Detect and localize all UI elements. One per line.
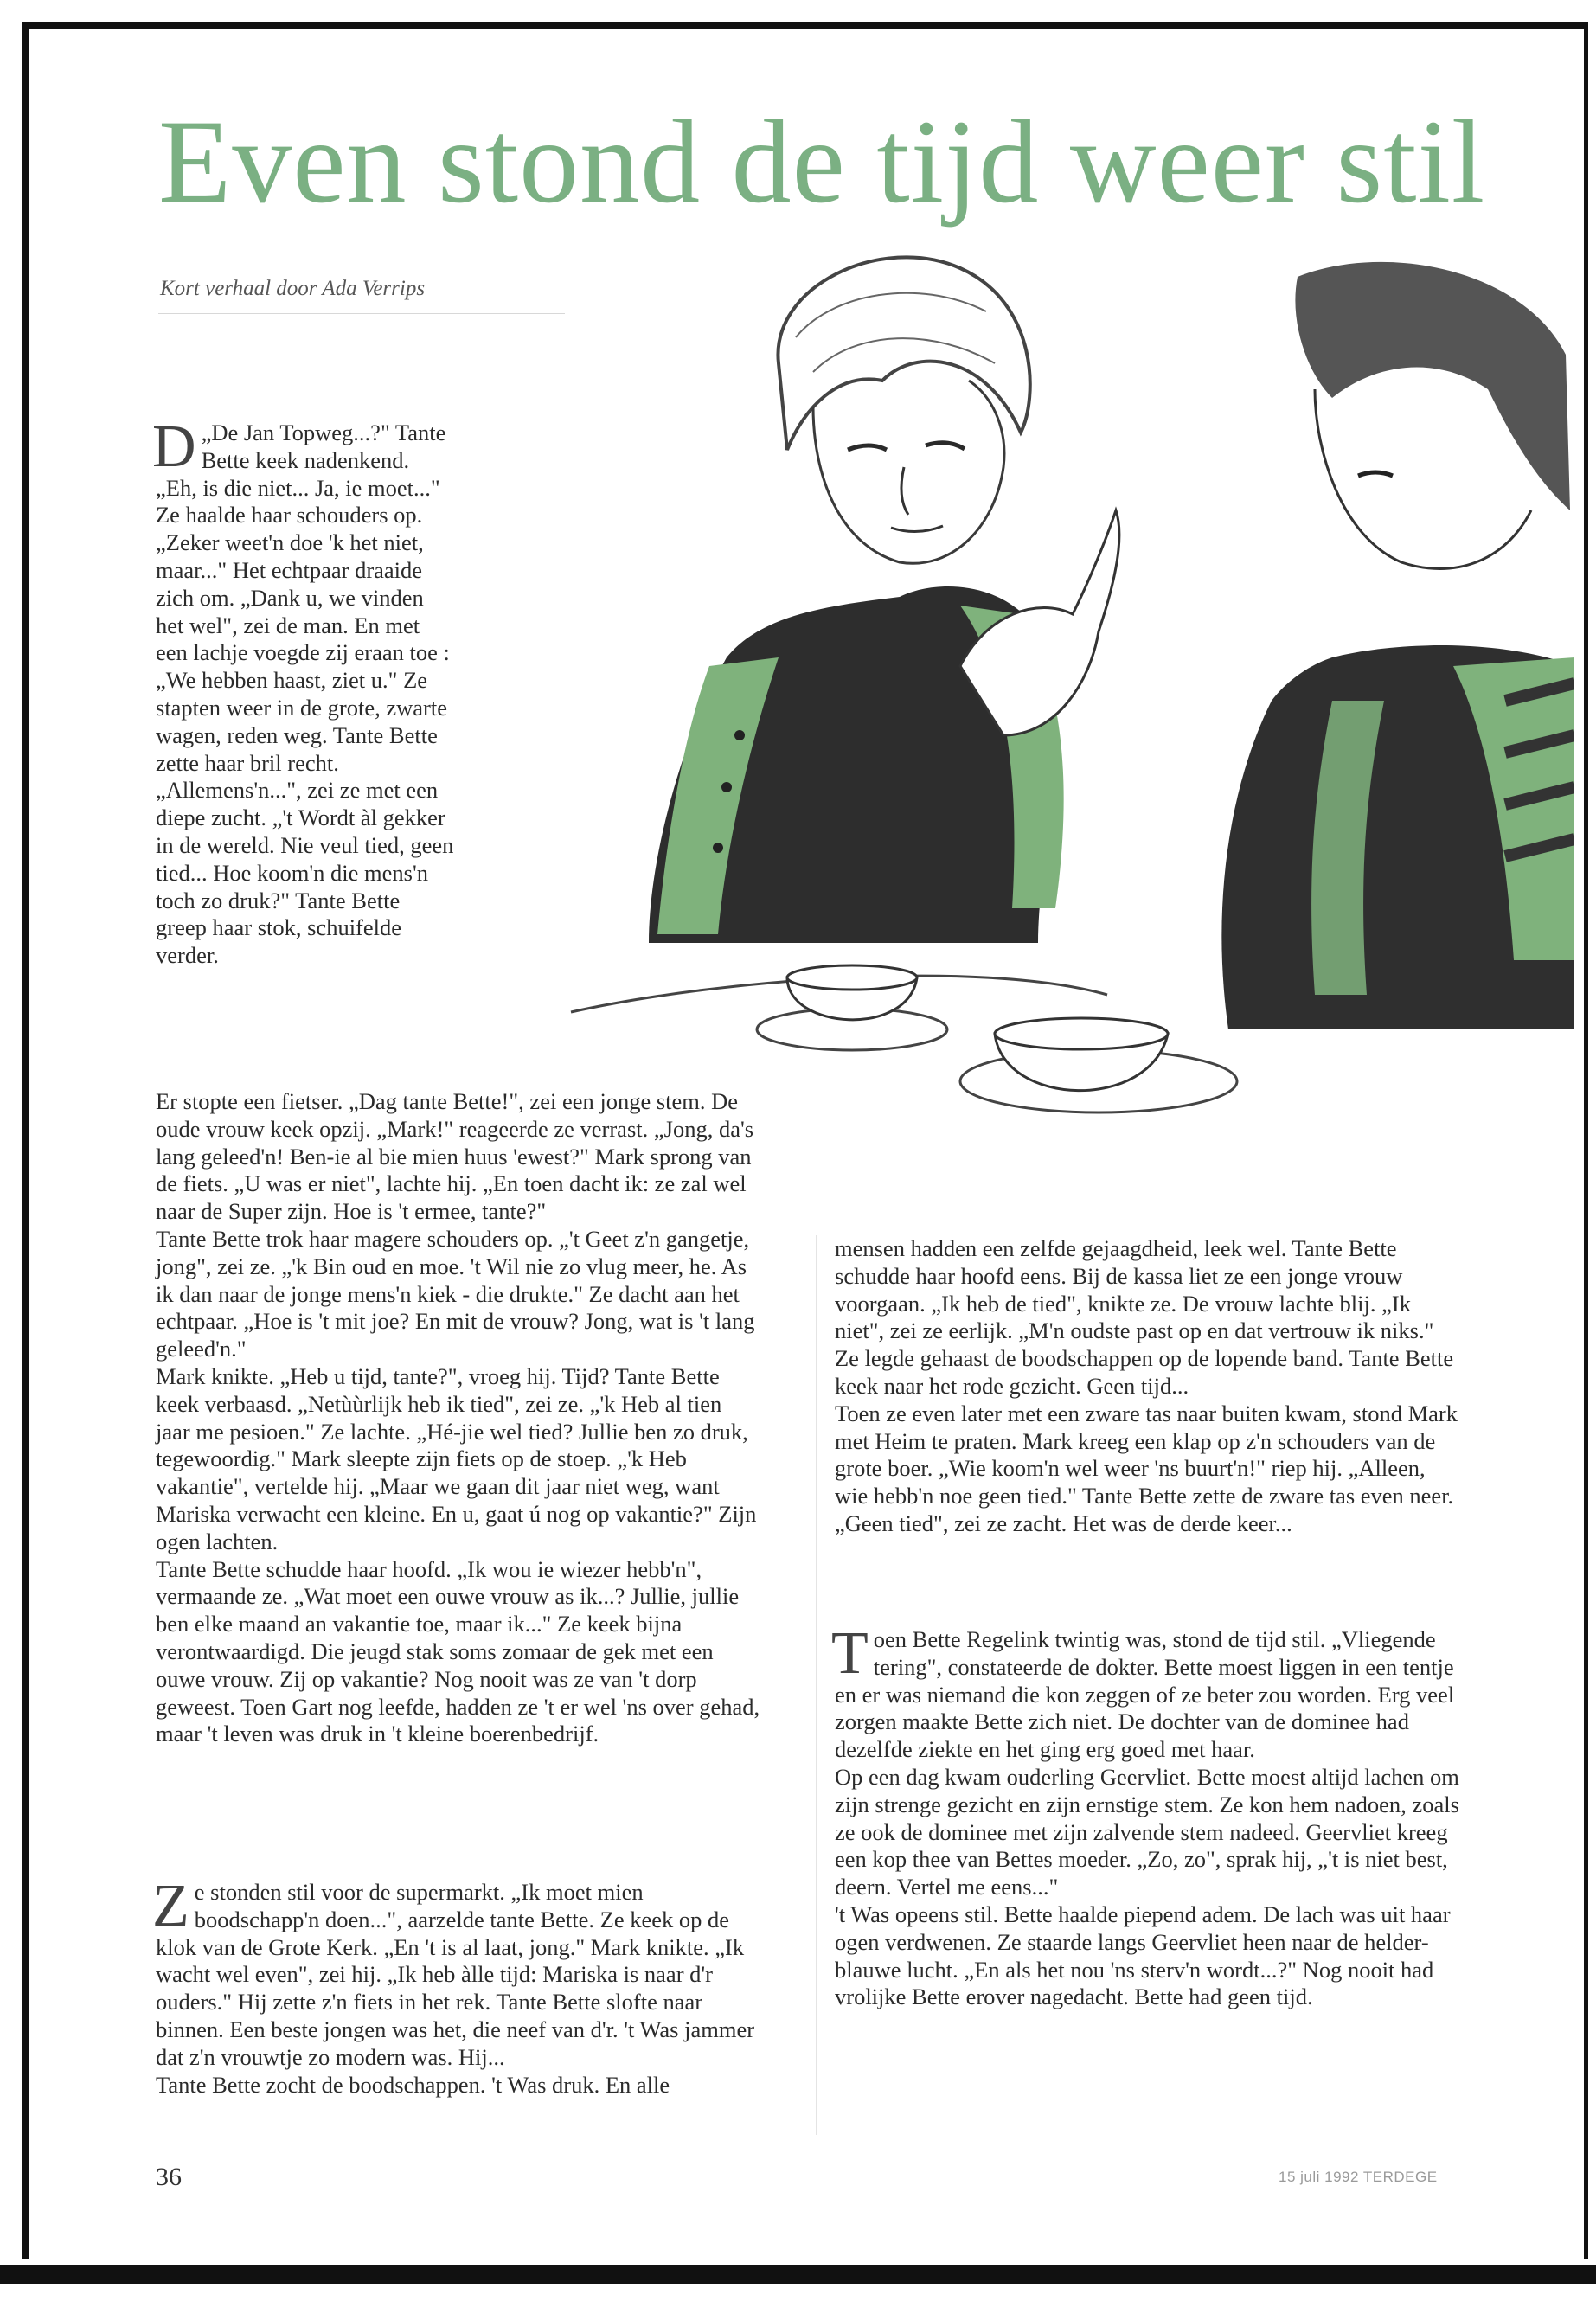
- section-1-paragraph-3: Mark knikte. „Heb u tijd, tante?", vroeg hij. Tijd? Tante Bette keek verbaasd. „Netùùrlijk heb ik tied", zei ze. „'k Heb al tien jaar me pesioen." Ze lachte. „Hé-jie wel tied? Jullie ben zo druk, tegewoordig." Mark sleepte zijn fiets op de stoep. „'k Heb vakantie", vertelde hij. „Maar we gaan dit jaar niet weg, want Mariska verwacht een kleine. En u, gaat ú nog op vakantie?" Zijn ogen lachten.: [156, 1362, 757, 1554]
- section-1-paragraph-2: Tante Bette trok haar magere schouders op. „'t Geet z'n gangetje, jong", zei ze. „'k Bin oud en moe. 't Wil nie zo vlug meer, he. As ik dan naar de jonge mens'n kiek - die drukte." Ze dacht aan het echtpaar. „Hoe is 't mit joe? En mit de vrouw? Jong, wat is 't lang geleed'n.": [156, 1225, 755, 1362]
- article-title: Even stond de tijd weer stil: [158, 95, 1486, 228]
- column-left: [156, 1088, 761, 1748]
- section-2-text: e stonden stil voor de supermarkt. „Ik moet mien boodschapp'n doen...", aarzelde tante Bette. Ze keek op de klok van de Grote Kerk. „En 't is al laat, jong." Mark knikte. „Ik wacht wel even", zei hij. „Ik heb àlle tijd: Mariska is naar d'r ouders." Hij zette z'n fiets in het rek. Tante Bette slofte naar binnen. Een beste jongen was het, die neef van d'r. 't Was jammer dat z'n vrouwtje zo modern was. Hij...: [156, 1879, 755, 2070]
- section-3-text: oen Bette Regelink twintig was, stond de tijd stil. „Vliegende tering", constateerde de dokter. Bette moest liggen in een tentje en er was niemand die kon zeggen of ze beter zou worden. Erg veel zorgen maakte Bette zich niet. De dochter van de dominee had dezelfde ziekte en het ging erg goed met haar.: [835, 1626, 1455, 1763]
- section-2-paragraph-2: Tante Bette zocht de boodschappen. 't Was druk. En alle: [156, 2071, 670, 2098]
- column-left-section-2: [152, 1873, 761, 2099]
- section-1-opening-text: „De Jan Topweg...?" Tante Bette keek nadenkend. „Eh, is die niet... Ja, ie moet..." Ze haalde haar schouders op. „Zeker weet'n doe 'k het niet, maar..." Het echtpaar draaide zich om. „Dank u, we vinden het wel", zei de man. En met een lachje voegde zij eraan toe : „We hebben haast, ziet u." Ze stapten weer in de grote, zwarte wagen, reden weg. Tante Bette zette haar bril recht. „Allemens'n...", zei ze met een diepe zucht. „'t Wordt àl gekker in de wereld. Nie veul tied, geen tied... Hoe koom'n die mens'n toch zo druk?" Tante Bette greep haar stok, schuifelde verder.: [156, 420, 454, 969]
- dropcap-d: D: [152, 413, 196, 480]
- section-1-opening: [152, 413, 454, 970]
- section-3-paragraph-2: Op een dag kwam ouderling Geervliet. Bette moest altijd lachen om zijn strenge gezicht en zijn ernstige stem. Ze kon hem nadoen, zoals ze ook de dominee met zijn zalvende stem nadeed. Geervliet kreeg een kop thee van Bettes moeder. „Zo, zo", sprak hij, „'t is niet best, deern. Vertel me eens...": [835, 1763, 1459, 1900]
- section-3-paragraph-3: 't Was opeens stil. Bette haalde piepend adem. De lach was uit haar ogen verdwenen. Ze staarde langs Geervliet heen naar de helder-blauwe lucht. „En als het nou 'ns sterv'n wordt...?" Nog nooit had vrolijke Bette erover nagedacht. Bette had geen tijd.: [835, 1900, 1451, 2010]
- right-paragraph-1: mensen hadden een zelfde gejaagdheid, leek wel. Tante Bette schudde haar hoofd eens. Bij de kassa liet ze een jonge vrouw voorgaan. „Ik heb de tied", knikte ze. De vrouw lachte blij. „Ik niet", zei ze eerlijk. „M'n oudste past op en dat vertrouw ik niks." Ze legde gehaast de boodschappen op de lopende band. Tante Bette keek naar het rode gezicht. Geen tijd...: [835, 1235, 1454, 1399]
- article-byline: Kort verhaal door Ada Verrips: [160, 277, 426, 300]
- issue-footer: 15 juli 1992 TERDEGE: [1279, 2169, 1438, 2185]
- right-paragraph-2: Toen ze even later met een zware tas naar buiten kwam, stond Mark met Heim te praten. Mark kreeg een klap op z'n schouders van de grote boer. „Wie koom'n wel weer 'ns buurt'n!" riep hij. „Alleen, wie hebb'n noe geen tied." Tante Bette zette de zware tas even neer. „Geen tied", zei ze zacht. Het was de derde keer...: [835, 1400, 1458, 1536]
- dropcap-z: Z: [152, 1873, 189, 1939]
- section-2-opening: [152, 1873, 761, 2072]
- column-right-section-3: [831, 1620, 1462, 2011]
- section-1-paragraph-4: Tante Bette schudde haar hoofd. „Ik wou ie wiezer hebb'n", vermaande ze. „Wat moet een ouwe vrouw as ik...? Jullie, jullie ben elke maand an vakantie toe, maar ik..." Ze keek bijna verontwaardigd. Die jeugd stak soms zomaar de gek met een ouwe vrouw. Zij op vakantie? Nog nooit was ze van 't dorp geweest. Toen Gart nog leefde, hadden ze 't er wel 'ns over gehad, maar 't leven was druk in 't kleine boerenbedrijf.: [156, 1555, 760, 1747]
- illustration-two-women-icon: [554, 251, 1574, 1185]
- page-number: 36: [156, 2163, 182, 2191]
- column-right: [835, 1235, 1462, 1538]
- section-1-continued: Er stopte een fietser. „Dag tante Bette!", zei een jonge stem. De oude vrouw keek opzij. „Mark!" reageerde ze verrast. „Jong, da's lang geleed'n! Ben-ie al bie mien huus 'ewest?" Mark sprong van de fiets. „U was er niet", lachte hij. „En toen dacht ik: ze zal wel naar de Super zijn. Hoe is 't ermee, tante?": [156, 1088, 754, 1225]
- byline-rule: [158, 313, 565, 314]
- dropcap-t: T: [831, 1620, 869, 1687]
- page-bottom-bar: [0, 2265, 1596, 2284]
- section-3-opening: [831, 1620, 1462, 1764]
- column-left-top: [152, 413, 454, 970]
- column-divider: [816, 1235, 817, 2135]
